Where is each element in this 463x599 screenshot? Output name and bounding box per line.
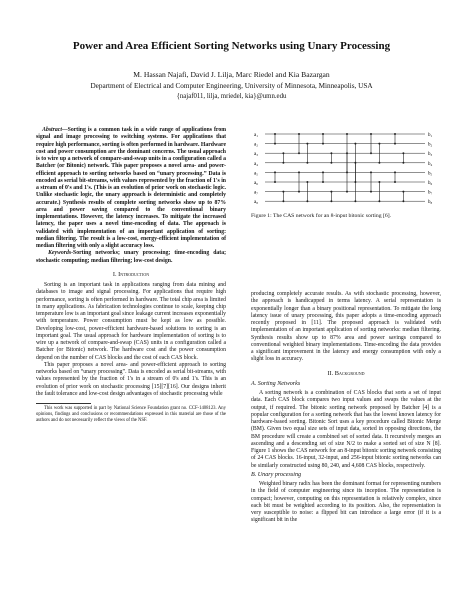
cas-node (322, 143, 324, 145)
cas-node (274, 133, 276, 135)
cas-node (402, 162, 404, 164)
input-label: a₈ (254, 200, 258, 206)
cas-node (322, 133, 324, 135)
intro-paragraph-1: Sorting is an important task in applications ranging from data mining and databases to image and signal processing. For applications that require high performance, sorting is often performed in hardware. The total chip area is limited in many applications. As fabrication technologies continue to scale, keeping chip temperature low is an important goal since leakage current increases exponentially with temperature. Power consumption must be kept as low as possible. Developing low-cost, power-efficient hardware-based solutions to sorting is an important goal. The usual approach for hardware implementation of sorting is to wire up a network of compare-and-swap (CAS) units in a configuration called a Batcher (or Bitonic) network. The hardware cost and the power consumption depend on the number of CAS blocks and the cost of each CAS block. (36, 282, 226, 361)
cas-node (298, 152, 300, 154)
cas-node (370, 152, 372, 154)
cas-node (298, 133, 300, 135)
cas-node (306, 200, 308, 202)
cas-node (346, 191, 348, 193)
input-label: a₁ (254, 133, 258, 138)
output-label: b₁ (428, 133, 433, 138)
cas-node (394, 143, 396, 145)
cas-node (322, 181, 324, 183)
cas-node (378, 143, 380, 145)
paper-title: Power and Area Efficient Sorting Networks using Unary Processing (72, 40, 391, 52)
network-wires (265, 134, 425, 201)
section-heading-background: II. Background (327, 369, 365, 377)
keywords-label: Keywords (48, 250, 72, 257)
affiliation: Department of Electrical and Computer Engineering, University of Minnesota, Minneapolis, USA (90, 82, 373, 90)
cas-node (394, 171, 396, 173)
input-label: a₇ (254, 190, 258, 196)
abstract-label: Abstract (42, 127, 62, 133)
cas-node (298, 191, 300, 193)
cas-node (346, 152, 348, 154)
cas-node (330, 191, 332, 193)
output-label: b₃ (428, 152, 433, 158)
cas-node (330, 162, 332, 164)
cas-node (354, 143, 356, 145)
cas-node (274, 181, 276, 183)
subsection-unary-processing: B. Unary processing (251, 471, 302, 478)
output-label: b₅ (428, 171, 433, 177)
cas-node (330, 152, 332, 154)
cas-node (346, 133, 348, 135)
cas-node (402, 200, 404, 202)
cas-node (378, 200, 380, 202)
cas-node (306, 162, 308, 164)
input-label: a₄ (254, 161, 258, 167)
figure-1-cas-network (251, 128, 441, 208)
figure-1-caption: Figure 1: The CAS network for an 8-input bitonic sorting [6]. (251, 213, 392, 219)
intro-paragraph-continued: producing completely accurate results. As with stochastic processing, however, the approach is handicapped in terms latency. A serial representation is exponentially longer than a binary positional representation. To mitigate the long latency issue of unary processing, this paper adopts a time-encoding approach recently proposed in [11]. The proposed approach is validated with implementation of an important application of sorting networks: median filtering. Synthesis results show up to 87% area and power savings compared to conventional weighted binary implementations. Time-encoding the data provides a significant improvement in the latency and energy consumption with only a slight loss in accuracy. (251, 291, 441, 363)
output-labels (428, 133, 433, 205)
keywords (36, 250, 226, 265)
cas-node (282, 152, 284, 154)
sorting-networks-paragraph: A sorting network is a combination of CAS blocks that sorts a set of input data. Each CAS block compares two input values and swaps the values at the output, if required. The bitonic sorting network proposed by Batcher [4] is a popular configuration for a sorting network that has the lowest known latency for hardware-based sorting. Bitonic Sort uses a key procedure called Bitonic Merge (BM). Given two equal size sets of input data, sorted in opposing directions, the BM procedure will create a combined set of sorted data. It recursively merges an ascending and a descending set of size N/2 to make a sorted set of size N [8]. Figure 1 shows the CAS network for an 8-input bitonic sorting network consisting of 24 CAS blocks. 16-input, 32-input, and 256-input bitonic sorting networks can be similarly constructed using 80, 240, and 4,608 CAS blocks, respectively. (251, 390, 441, 469)
cas-node (378, 181, 380, 183)
input-labels (254, 133, 258, 205)
right-column (251, 291, 441, 525)
subsection-sorting-networks: A. Sorting Networks (251, 380, 301, 387)
keywords-text: -Sorting networks; unary processing; time-encoding data; stochastic computing; median filtering; low-cost design. (36, 250, 227, 264)
cas-node (402, 152, 404, 154)
cas-node (394, 181, 396, 183)
cas-node (354, 162, 356, 164)
cas-node (322, 171, 324, 173)
cas-node (394, 133, 396, 135)
input-label: a₃ (254, 152, 258, 158)
cas-node (282, 200, 284, 202)
cas-node (370, 191, 372, 193)
cas-node (282, 162, 284, 164)
cas-node (282, 191, 284, 193)
footnote: This work was supported in part by National Science Foundation grant no. CCF-1408123. Any opinions, findings and conclusions or recommendations expressed in this material are those of the authors and do not necessarily reflect the views of the NSF. (36, 406, 226, 423)
intro-paragraph-2: This paper proposes a novel area- and power-efficient approach to sorting networks based on “unary processing”. Data is encoded as serial bit-streams, with values represented by the fraction of 1's in a stream of 0's and 1's. This is an evolution of prior work on stochastic processing [15][7][16]. Our designs inherit the fault tolerance and low-cost design advantages of stochastic processing while (36, 361, 226, 397)
cas-node (298, 171, 300, 173)
left-column (36, 127, 226, 424)
output-label: b₄ (428, 161, 433, 167)
input-label: a₆ (254, 181, 258, 186)
cas-node (274, 143, 276, 145)
output-label: b₆ (428, 181, 433, 186)
abstract (36, 127, 226, 250)
authors: M. Hassan Najafi, David J. Lilja, Marc Riedel and Kia Bazargan (133, 70, 330, 79)
footnote-rule (36, 403, 91, 404)
cas-node (370, 171, 372, 173)
cas-node (370, 133, 372, 135)
cas-node (306, 181, 308, 183)
cas-node (330, 200, 332, 202)
section-heading-introduction: I. Introduction (112, 270, 150, 278)
input-label: a₂ (254, 142, 258, 148)
cas-node (306, 143, 308, 145)
output-label: b₇ (428, 190, 433, 196)
abstract-text: —Sorting is a common task in a wide range of applications from signal and image processing to switching systems. For applications that require high performance, sorting is often performed in hardware. Hardware cost and power consumption are the dominant concerns. The usual approach is to wire up a network of compare-and-swap units in a configuration called a Batcher (or Bitonic) network. This paper proposes a novel area- and power-efficient approach to sorting networks based on “unary processing.” Data is encoded as serial bit-streams, with values represented by the fraction of 1's in a stream of 0's and 1's. (This is an evolution of prior work on stochastic logic. Unlike stochastic logic, the unary approach is deterministic and completely accurate.) Synthesis results of complete sorting networks show up to 87% area and power saving compared to the conventional binary implementations. However, the latency increases. To mitigate the increased latency, the paper uses a novel time-encoding of data. The approach is validated with implementation of an important application of sorting: median filtering. The result is a low-cost, energy-efficient implementation of median filtering with only a slight accuracy loss. (36, 127, 227, 249)
cas-node (274, 171, 276, 173)
cas-node (354, 200, 356, 202)
unary-processing-paragraph: Weighted binary radix has been the dominant format for representing numbers in the field of computer engineering since its inception. The representation is compact; however, computing on this representation is relatively complex, since each bit must be weighted according to its position. Also, the representation is very susceptible to noise: a flipped bit can introduce a large error (if it is a significant bit in the (251, 481, 441, 524)
input-label: a₅ (254, 171, 258, 177)
output-label: b₈ (428, 200, 433, 206)
email: {najaf011, lilja, mriedel, kia}@umn.edu (176, 93, 287, 100)
cas-node (402, 191, 404, 193)
output-label: b₂ (428, 142, 433, 148)
cas-node (378, 162, 380, 164)
